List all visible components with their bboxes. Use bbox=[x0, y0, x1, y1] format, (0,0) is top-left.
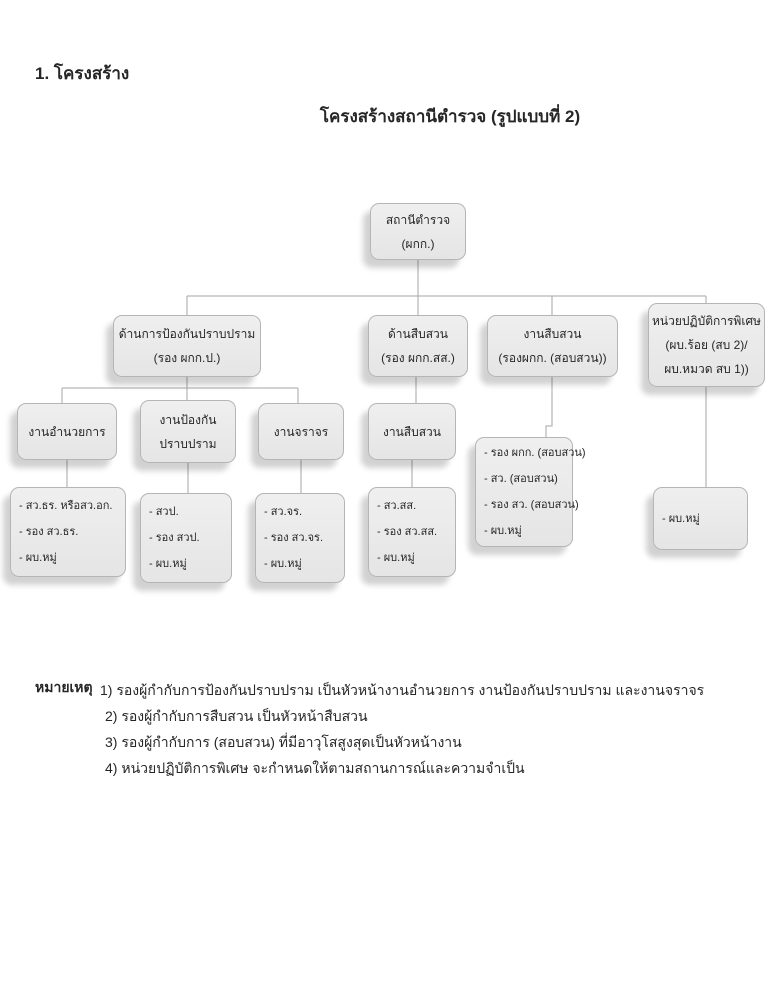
org-node-traffic-staff bbox=[255, 493, 345, 583]
org-node-text: - ผบ.หมู่ bbox=[149, 558, 187, 570]
note-item-4: 4) หน่วยปฏิบัติการพิเศษ จะกำหนดให้ตามสถานการณ์และความจำเป็น bbox=[105, 760, 525, 776]
org-node-text: - รอง สว.จร. bbox=[264, 532, 324, 544]
note-item-2: 2) รองผู้กำกับการสืบสวน เป็นหัวหน้าสืบสวน bbox=[105, 708, 368, 724]
org-node-text: ด้านการป้องกันปราบปราม bbox=[118, 327, 256, 341]
org-node-inquiry-division bbox=[487, 315, 618, 377]
org-node-text: (รองผกก. (สอบสวน)) bbox=[498, 351, 607, 365]
org-node-investigation-staff bbox=[368, 487, 456, 577]
org-node-text: - รอง สว.ธร. bbox=[19, 526, 79, 538]
org-node-text: - ผบ.หมู่ bbox=[264, 558, 302, 570]
org-node-text: (รอง ผกก.ป.) bbox=[153, 351, 221, 365]
org-node-text: - สว.ธร. หรือสว.อก. bbox=[19, 500, 113, 512]
org-node-text: - รอง ผกก. (สอบสวน) bbox=[484, 447, 586, 459]
org-node-prevention-staff bbox=[140, 493, 232, 583]
org-node-text: (รอง ผกก.สส.) bbox=[381, 351, 455, 365]
org-node-text: (ผกก.) bbox=[401, 236, 435, 251]
org-node-text: หน่วยปฏิบัติการพิเศษ bbox=[652, 314, 761, 328]
org-node-police-station bbox=[370, 203, 466, 260]
org-node-text: - สว.จร. bbox=[264, 506, 303, 518]
org-node-text: - ผบ.หมู่ bbox=[662, 512, 700, 525]
org-node-text: - สว.สส. bbox=[377, 500, 417, 512]
org-node-text: งานป้องกัน bbox=[159, 412, 217, 427]
note-item-1: 1) รองผู้กำกับการป้องกันปราบปราม เป็นหัวหน้างานอำนวยการ งานป้องกันปราบปราม และงานจราจร bbox=[100, 682, 705, 698]
org-node-text: ผบ.หมวด สบ 1)) bbox=[664, 362, 749, 376]
org-node-special-operations-staff bbox=[653, 487, 748, 550]
org-node-text: - ผบ.หมู่ bbox=[484, 525, 522, 537]
note-item-3: 3) รองผู้กำกับการ (สอบสวน) ที่มีอาวุโสสูงสุดเป็นหัวหน้างาน bbox=[105, 734, 462, 750]
org-node-text: งานสืบสวน bbox=[523, 327, 582, 341]
org-node-text: - รอง สวป. bbox=[149, 532, 200, 544]
org-node-prevention-suppression-work bbox=[140, 400, 236, 463]
org-node-text: ปราบปราม bbox=[159, 436, 217, 451]
org-node-administration-staff bbox=[10, 487, 126, 577]
org-node-investigation-work bbox=[368, 403, 456, 460]
org-node-text: - ผบ.หมู่ bbox=[377, 552, 415, 564]
notes-items bbox=[100, 677, 740, 781]
org-node-text: - สว. (สอบสวน) bbox=[484, 473, 558, 485]
org-node-administration-work bbox=[17, 403, 117, 460]
org-node-text: (ผบ.ร้อย (สบ 2)/ bbox=[665, 338, 748, 352]
chart-title: โครงสร้างสถานีตำรวจ (รูปแบบที่ 2) bbox=[319, 107, 581, 126]
org-node-text: สถานีตำรวจ bbox=[385, 212, 451, 227]
org-node-investigation-division bbox=[368, 315, 468, 377]
org-node-special-operations-unit bbox=[648, 303, 765, 387]
org-node-text: งานจราจร bbox=[273, 424, 329, 439]
org-node-text: งานอำนวยการ bbox=[28, 424, 106, 439]
org-node-text: - รอง สว. (สอบสวน) bbox=[484, 499, 579, 511]
org-node-prevention-suppression-division bbox=[113, 315, 261, 377]
org-node-text: - ผบ.หมู่ bbox=[19, 552, 57, 564]
org-node-traffic-work bbox=[258, 403, 344, 460]
org-node-inquiry-staff bbox=[475, 437, 586, 547]
org-node-text: งานสืบสวน bbox=[382, 424, 441, 439]
org-node-text: - สวป. bbox=[149, 506, 179, 518]
notes-label: หมายเหตุ bbox=[35, 679, 93, 695]
section-heading: 1. โครงสร้าง bbox=[35, 64, 130, 83]
org-node-text: - รอง สว.สส. bbox=[377, 526, 438, 538]
org-node-text: ด้านสืบสวน bbox=[388, 327, 448, 341]
